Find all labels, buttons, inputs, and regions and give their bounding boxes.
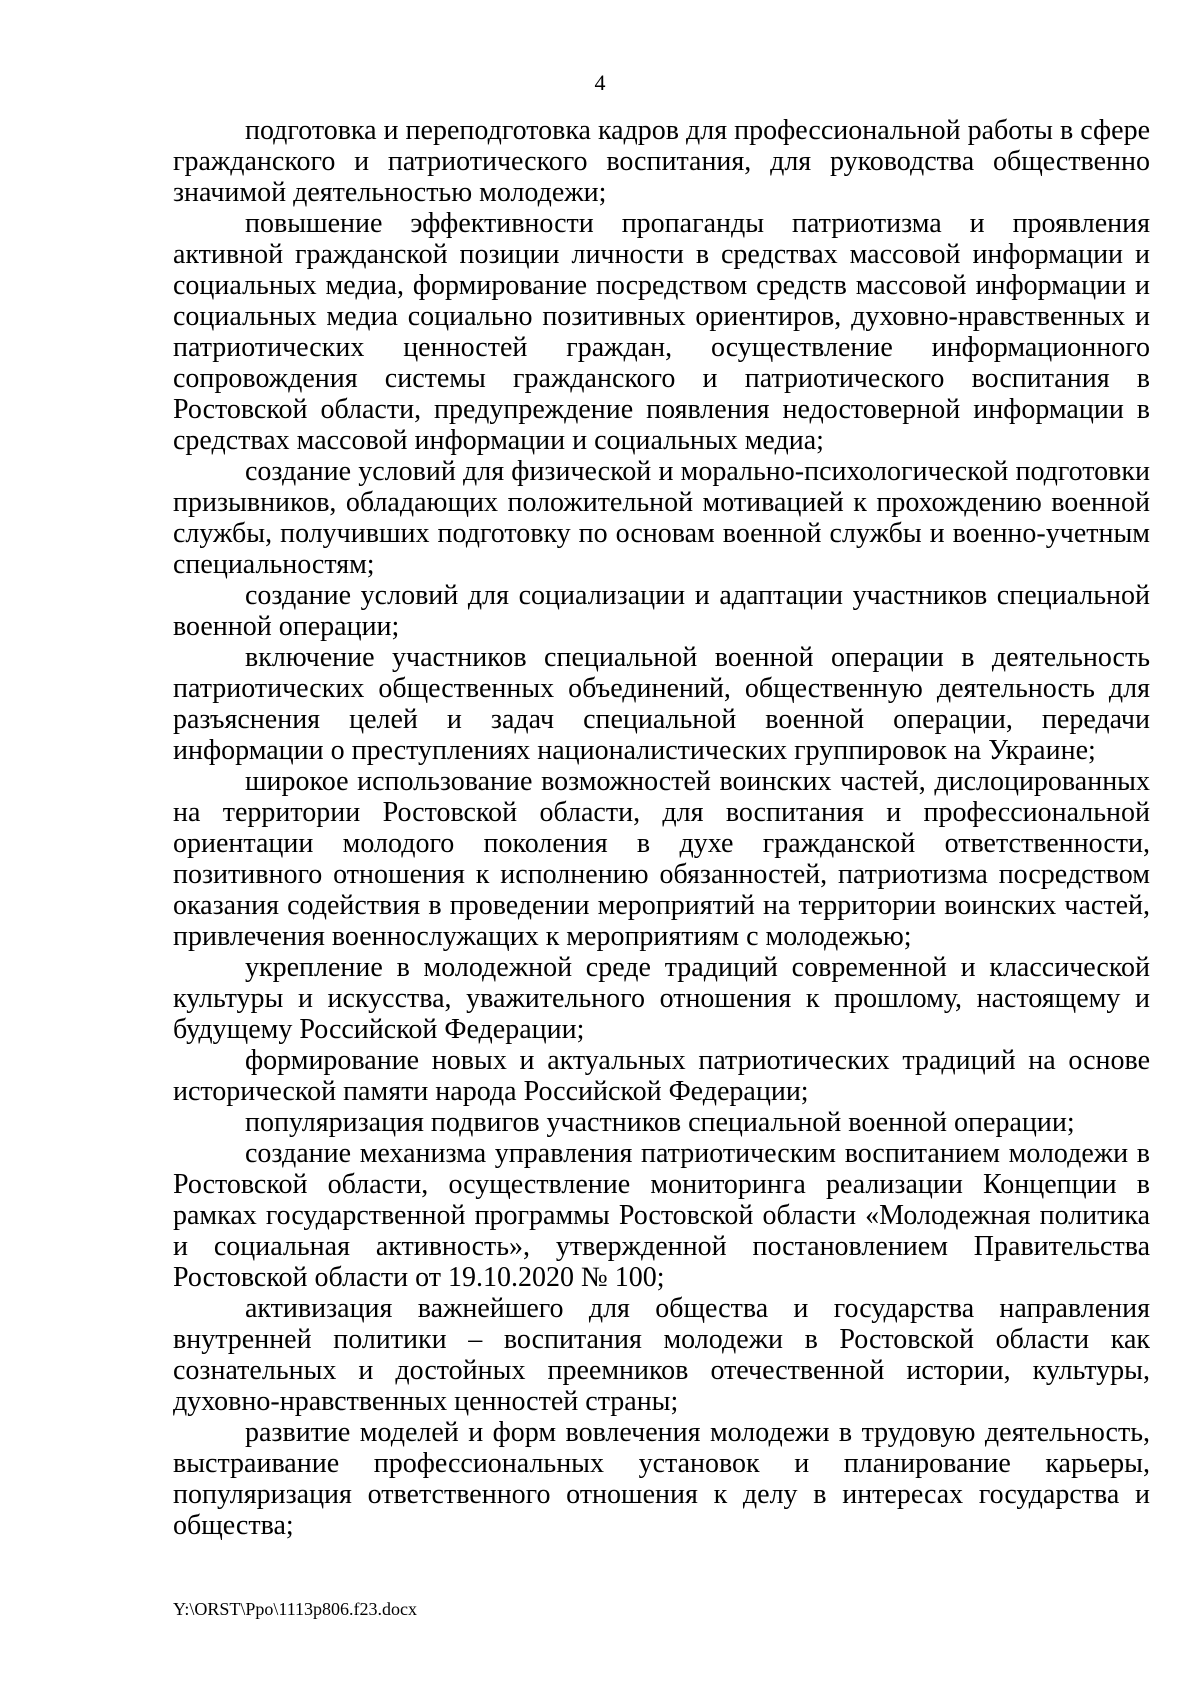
- document-body: [173, 115, 1150, 1541]
- list-item: создание условий для социализации и адаптации участников специальной военной операции;: [173, 580, 1150, 642]
- list-item: укрепление в молодежной среде традиций современной и классической культуры и искусства, уважительного отношения к прошлому, настоящему и будущему Российской Федерации;: [173, 952, 1150, 1045]
- list-item: повышение эффективности пропаганды патриотизма и проявления активной гражданской позиции личности в средствах массовой информации и социальных медиа, формирование посредством средств массовой информации и социальных медиа социально позитивных ориентиров, духовно-нравственных и патриотических ценностей граждан, осуществление информационного сопровождения системы гражданского и патриотического воспитания в Ростовской области, предупреждение появления недостоверной информации в средствах массовой информации и социальных медиа;: [173, 208, 1150, 456]
- list-item: популяризация подвигов участников специальной военной операции;: [245, 1107, 1075, 1138]
- page-number: 4: [594, 70, 606, 95]
- list-item: создание механизма управления патриотическим воспитанием молодежи в Ростовской области, осуществление мониторинга реализации Концепции в рамках государственной программы Ростовской области «Молодежная политика и социальная активность», утвержденной постановлением Правительства Ростовской области от 19.10.2020 № 100;: [173, 1138, 1150, 1293]
- list-item: формирование новых и актуальных патриотических традиций на основе исторической памяти народа Российской Федерации;: [173, 1045, 1150, 1107]
- list-item: развитие моделей и форм вовлечения молодежи в трудовую деятельность, выстраивание профессиональных установок и планирование карьеры, популяризация ответственного отношения к делу в интересах государства и общества;: [173, 1417, 1150, 1541]
- file-path-footer: Y:\ORST\Ppo\1113p806.f23.docx: [173, 1599, 418, 1619]
- list-item: создание условий для физической и морально-психологической подготовки призывников, обладающих положительной мотивацией к прохождению военной службы, получивших подготовку по основам военной службы и военно-учетным специальностям;: [173, 456, 1150, 580]
- list-item: включение участников специальной военной операции в деятельность патриотических общественных объединений, общественную деятельность для разъяснения целей и задач специальной военной операции, передачи информации о преступлениях националистических группировок на Украине;: [173, 642, 1150, 766]
- list-item: активизация важнейшего для общества и государства направления внутренней политики – воспитания молодежи в Ростовской области как сознательных и достойных преемников отечественной истории, культуры, духовно-нравственных ценностей страны;: [173, 1293, 1150, 1417]
- list-item: подготовка и переподготовка кадров для профессиональной работы в сфере гражданского и патриотического воспитания, для руководства общественно значимой деятельностью молодежи;: [173, 115, 1150, 208]
- list-item: широкое использование возможностей воинских частей, дислоцированных на территории Ростовской области, для воспитания и профессиональной ориентации молодого поколения в духе гражданской ответственности, позитивного отношения к исполнению обязанностей, патриотизма посредством оказания содействия в проведении мероприятий на территории воинских частей, привлечения военнослужащих к мероприятиям с молодежью;: [173, 766, 1150, 952]
